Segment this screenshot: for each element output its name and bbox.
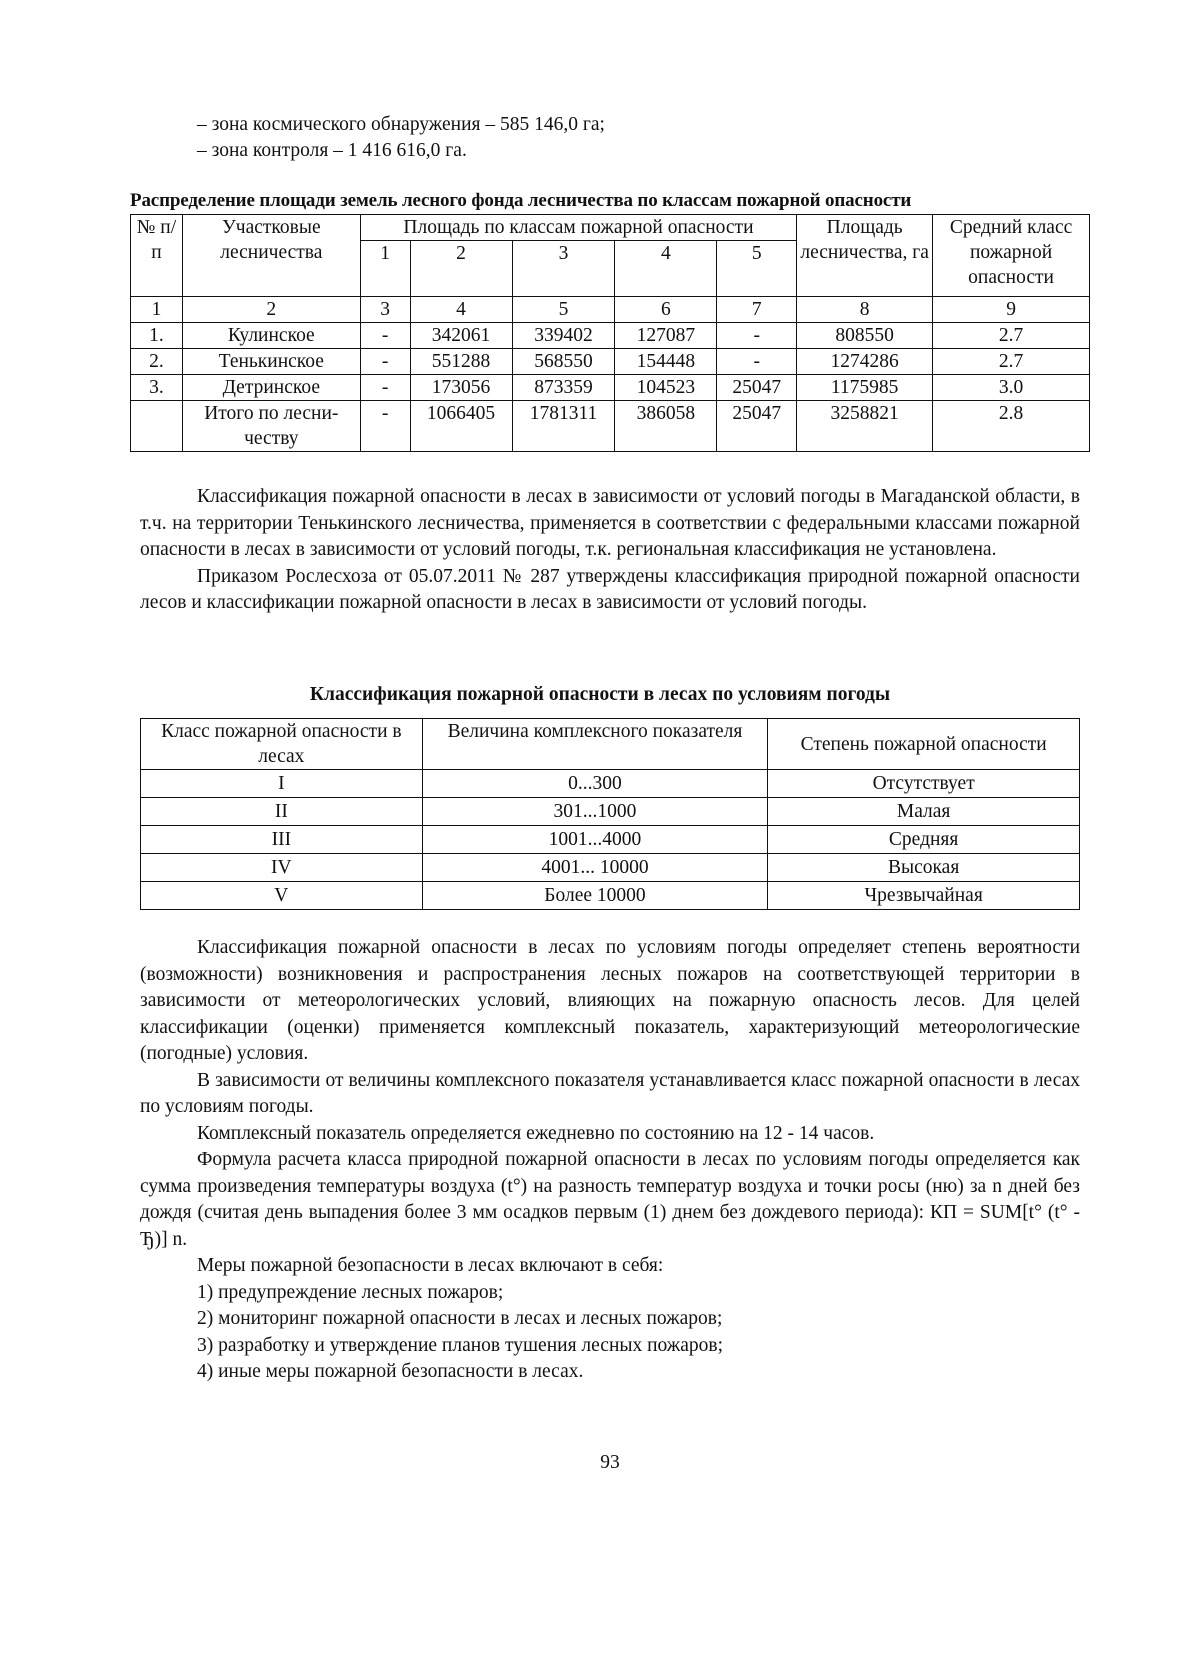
table-cell: 4001... 10000	[422, 854, 768, 882]
table-cell: 2.7	[933, 323, 1090, 349]
table-cell: 0...300	[422, 770, 768, 798]
col-number: 7	[717, 297, 797, 323]
table-cell: Отсутствует	[768, 770, 1080, 798]
measure-list-item: 4) иные меры пожарной безопасности в лесах.	[197, 1361, 584, 1382]
table1-title: Распределение площади земель лесного фонда лесничества по классам пожарной опасности	[130, 190, 912, 211]
table-cell: 3.0	[933, 375, 1090, 401]
table-cell: 25047	[717, 401, 797, 452]
table-cell: Кулинское	[182, 323, 360, 349]
table-cell: -	[717, 323, 797, 349]
header-class: 5	[717, 241, 797, 297]
table-cell: 127087	[615, 323, 717, 349]
text-block-1	[140, 484, 1080, 617]
forest-area-table	[130, 214, 1090, 452]
table-cell: 1274286	[797, 349, 933, 375]
table-cell: 1175985	[797, 375, 933, 401]
col-number: 5	[512, 297, 615, 323]
header-index: Величина комплексного показателя	[422, 719, 768, 770]
table-cell: 301...1000	[422, 798, 768, 826]
col-number: 1	[131, 297, 183, 323]
header-total-area: Площадь лесничества, га	[797, 215, 933, 297]
table-cell: IV	[141, 854, 423, 882]
table-row	[141, 854, 1080, 882]
table-cell: 154448	[615, 349, 717, 375]
header-class: 1	[360, 241, 410, 297]
page-number: 93	[600, 1452, 620, 1473]
intro-list-item: – зона контроля – 1 416 616,0 га.	[197, 140, 467, 161]
table-cell: 3.	[131, 375, 183, 401]
table-cell: V	[141, 882, 423, 910]
header-class: Класс пожарной опасности в лесах	[141, 719, 423, 770]
paragraph: Комплексный показатель определяется ежедневно по состоянию на 12 - 14 часов.	[197, 1122, 875, 1144]
table-cell: 2.7	[933, 349, 1090, 375]
table-cell: 1.	[131, 323, 183, 349]
table-cell: II	[141, 798, 423, 826]
header-class: 4	[615, 241, 717, 297]
header-num: № п/п	[131, 215, 183, 297]
table-cell: -	[717, 349, 797, 375]
weather-fire-class-table	[140, 718, 1080, 910]
table-cell: Высокая	[768, 854, 1080, 882]
table-cell: 342061	[410, 323, 512, 349]
table-cell: 2.8	[933, 401, 1090, 452]
table-row	[141, 826, 1080, 854]
table-cell: III	[141, 826, 423, 854]
table-cell: 873359	[512, 375, 615, 401]
table-cell: -	[360, 401, 410, 452]
table-cell: 551288	[410, 349, 512, 375]
text-block-2	[140, 935, 1080, 1386]
table-cell: 808550	[797, 323, 933, 349]
paragraph: Приказом Рослесхоза от 05.07.2011 № 287 утверждены классификация природной пожарной опасности лесов и классификации пожарной опасности в лесах в зависимости от условий погоды.	[140, 565, 1080, 613]
header-district: Участковые лесничества	[182, 215, 360, 297]
measure-list-item: 3) разработку и утверждение планов тушения лесных пожаров;	[197, 1334, 724, 1356]
table-cell: Чрезвычайная	[768, 882, 1080, 910]
table-cell: 1001...4000	[422, 826, 768, 854]
table-cell: Более 10000	[422, 882, 768, 910]
header-area-by-class: Площадь по классам пожарной опасности	[360, 215, 797, 241]
table-cell: Средняя	[768, 826, 1080, 854]
table-cell: 2.	[131, 349, 183, 375]
paragraph: Формула расчета класса природной пожарной опасности в лесах по условиям погоды определяется как сумма произведения температуры воздуха (t°) на разность температур воздуха и точки росы (ню) за n дней без дождя (считая день выпадения более 3 мм осадков первым (1) днем без дождевого периода): КП = SUM[t° (t° - Ђ)] n.	[140, 1149, 1080, 1250]
col-number: 2	[182, 297, 360, 323]
measure-list-item: 2) мониторинг пожарной опасности в лесах и лесных пожаров;	[197, 1308, 723, 1329]
header-class: 3	[512, 241, 615, 297]
table-cell: Малая	[768, 798, 1080, 826]
table-cell: -	[360, 349, 410, 375]
table-row	[131, 323, 1090, 349]
table-cell: 568550	[512, 349, 615, 375]
header-avg-class: Средний класс пожарной опасности	[933, 215, 1090, 297]
paragraph: Классификация пожарной опасности в лесах в зависимости от условий погоды в Магаданской области, в т.ч. на территории Тенькинского лесничества, применяется в соответствии с федеральными классами пожарной опасности в лесах в зависимости от условий погоды, т.к. региональная классификация не установлена.	[140, 486, 1080, 560]
table-row	[131, 401, 1090, 452]
header-class: 2	[410, 241, 512, 297]
table-row	[141, 770, 1080, 798]
table-cell: 104523	[615, 375, 717, 401]
table-row	[131, 375, 1090, 401]
table-cell: -	[360, 375, 410, 401]
table-cell: 3258821	[797, 401, 933, 452]
table-cell: I	[141, 770, 423, 798]
measure-list-item: 1) предупреждение лесных пожаров;	[197, 1281, 504, 1303]
table-cell	[131, 401, 183, 452]
col-number: 4	[410, 297, 512, 323]
table-cell: -	[360, 323, 410, 349]
table-cell: 386058	[615, 401, 717, 452]
table-cell: Тенькинское	[182, 349, 360, 375]
table-row	[141, 798, 1080, 826]
table-cell: 25047	[717, 375, 797, 401]
paragraph: Классификация пожарной опасности в лесах по условиям погоды определяет степень вероятности (возможности) возникновения и распространения лесных пожаров на соответствующей территории в зависимости от метеорологических условий, влияющих на пожарную опасность лесов. Для целей классификации (оценки) применяется комплексный показатель, характеризующий метеорологические (погодные) условия.	[140, 937, 1080, 1064]
col-number: 6	[615, 297, 717, 323]
column-number-row	[131, 297, 1090, 323]
paragraph: В зависимости от величины комплексного показателя устанавливается класс пожарной опасности в лесах по условиям погоды.	[140, 1069, 1080, 1117]
table-cell: Детринское	[182, 375, 360, 401]
col-number: 8	[797, 297, 933, 323]
table-row	[141, 882, 1080, 910]
col-number: 3	[360, 297, 410, 323]
paragraph: Меры пожарной безопасности в лесах включают в себя:	[197, 1255, 664, 1276]
table2-title: Классификация пожарной опасности в лесах по условиям погоды	[309, 684, 891, 705]
table-cell: Итого по лесни-честву	[182, 401, 360, 452]
intro-list-item: – зона космического обнаружения – 585 146,0 га;	[197, 114, 605, 135]
table-cell: 173056	[410, 375, 512, 401]
table-cell: 1066405	[410, 401, 512, 452]
table-cell: 1781311	[512, 401, 615, 452]
table-row	[131, 349, 1090, 375]
table-cell: 339402	[512, 323, 615, 349]
header-degree: Степень пожарной опасности	[768, 719, 1080, 770]
col-number: 9	[933, 297, 1090, 323]
